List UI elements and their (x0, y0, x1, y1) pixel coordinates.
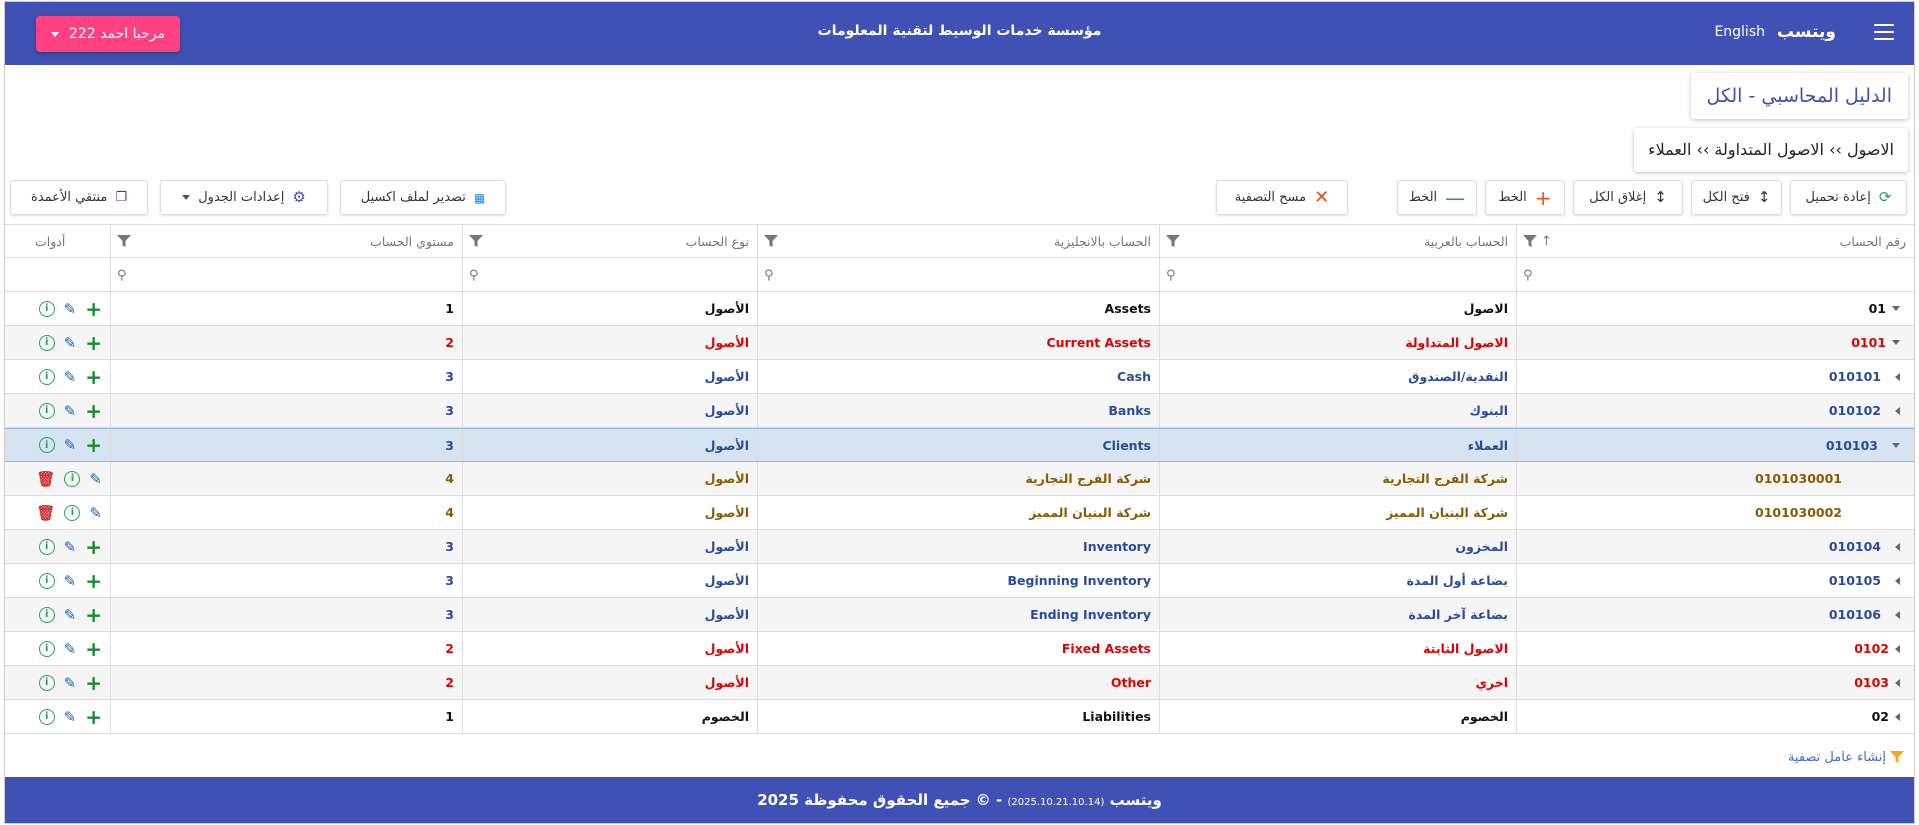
filter-input-name-en[interactable] (757, 258, 1159, 291)
edit-icon[interactable]: ✎ (63, 639, 77, 658)
cell-name-ar: بضاعة أول المدة (1159, 564, 1516, 597)
grid-filter-row (5, 258, 1914, 292)
cell-name-ar: شركة الفرج التجارية (1159, 462, 1516, 495)
edit-icon[interactable]: ✎ (63, 436, 77, 454)
cell-tools (5, 462, 110, 495)
cell-name-ar: اخري (1159, 666, 1516, 699)
filter-input-level[interactable] (110, 258, 462, 291)
cell-account-no (1516, 462, 1914, 495)
edit-icon[interactable]: ✎ (63, 673, 77, 692)
cell-name-en: Current Assets (757, 326, 1159, 359)
row-tools (13, 637, 102, 661)
excel-icon: ▦ (473, 190, 486, 205)
column-label: نوع الحساب (685, 233, 749, 249)
collapse-all-label: إغلاق الكل (1589, 190, 1647, 205)
edit-icon[interactable]: ✎ (63, 707, 77, 726)
cell-tools (5, 326, 110, 359)
reload-button[interactable] (1790, 180, 1907, 215)
edit-icon[interactable]: ✎ (63, 537, 77, 556)
decrease-font-button[interactable] (1397, 180, 1477, 215)
search-icon: ⚲ (764, 268, 774, 283)
account-no: 02 (1871, 709, 1889, 724)
cell-account-no (1516, 700, 1914, 733)
row-tools (13, 603, 102, 627)
cell-level: 3 (110, 564, 462, 597)
cell-tools (5, 666, 110, 699)
cell-level: 3 (110, 530, 462, 563)
columns-icon: ❐ (115, 190, 127, 205)
cell-account-no (1516, 598, 1914, 631)
cell-name-ar: بضاعة آخر المدة (1159, 598, 1516, 631)
cell-account-type: الأصول (462, 530, 757, 563)
table-settings-button[interactable] (160, 180, 328, 215)
cell-name-en: Ending Inventory (757, 598, 1159, 631)
row-tools (13, 671, 102, 695)
row-tools (13, 331, 102, 355)
cell-name-en: Beginning Inventory (757, 564, 1159, 597)
collapse-row-icon[interactable] (1892, 306, 1900, 311)
cell-account-no (1516, 496, 1914, 529)
account-no: 0101030001 (1755, 471, 1842, 486)
column-label: رقم الحساب (1839, 233, 1906, 249)
cell-name-ar: الاصول (1159, 292, 1516, 325)
filter-input-account-type[interactable] (462, 258, 757, 291)
decrease-font-label: الخط (1408, 190, 1438, 205)
footer-brand: ويتسب (1109, 791, 1162, 809)
row-tools (13, 433, 102, 457)
close-icon: ✕ (1314, 186, 1330, 208)
add-child-icon[interactable]: + (85, 670, 102, 695)
filter-input-name-ar[interactable] (1159, 258, 1516, 291)
account-no: 010104 (1828, 539, 1881, 554)
gear-icon: ⚙ (292, 188, 306, 206)
table-row[interactable] (5, 598, 1914, 632)
add-child-icon[interactable]: + (85, 296, 102, 321)
add-child-icon[interactable]: + (85, 636, 102, 661)
table-row[interactable] (5, 632, 1914, 666)
clear-filter-label: مسح التصفية (1234, 190, 1307, 205)
column-header-name-ar[interactable] (1159, 225, 1516, 257)
account-no: 0101 (1851, 335, 1886, 350)
cell-account-type: الأصول (462, 292, 757, 325)
account-no: 0102 (1854, 641, 1889, 656)
language-switch[interactable]: English (1714, 24, 1765, 40)
export-excel-label: تصدير لملف اكسيل (360, 190, 466, 205)
cell-level: 2 (110, 632, 462, 665)
edit-icon[interactable]: ✎ (63, 605, 77, 624)
grid-body (5, 292, 1914, 734)
table-row[interactable] (5, 428, 1914, 462)
expand-row-icon[interactable] (1895, 645, 1900, 653)
export-excel-button[interactable] (340, 180, 506, 215)
cell-account-no (1516, 530, 1914, 563)
filter-icon[interactable] (764, 235, 778, 248)
column-chooser-button[interactable] (10, 180, 148, 215)
create-filter-label: إنشاء عامل تصفية (1787, 750, 1886, 765)
breadcrumb: الاصول ›› الاصول المتداولة ›› العملاء (1634, 128, 1908, 172)
caret-down-icon (51, 32, 59, 37)
add-child-icon[interactable]: + (85, 704, 102, 729)
info-icon[interactable]: i (64, 505, 80, 521)
cell-level: 3 (110, 429, 462, 461)
expand-row-icon[interactable] (1895, 543, 1900, 551)
cell-tools (5, 530, 110, 563)
cell-tools (5, 394, 110, 427)
cell-account-no (1516, 564, 1914, 597)
minus-icon: — (1445, 185, 1466, 210)
expand-all-button[interactable] (1691, 180, 1782, 215)
account-no: 01 (1868, 301, 1886, 316)
filter-icon[interactable] (117, 235, 131, 248)
filter-cell-tools (5, 258, 110, 291)
table-row[interactable] (5, 530, 1914, 564)
cell-account-no (1516, 360, 1914, 393)
create-filter-link[interactable] (1788, 750, 1904, 765)
add-child-icon[interactable]: + (85, 602, 102, 627)
expand-row-icon[interactable] (1895, 577, 1900, 585)
cell-name-ar: العملاء (1159, 429, 1516, 461)
expand-icon: ↕ (1757, 188, 1771, 206)
cell-name-en: شركة الفرج التجارية (757, 462, 1159, 495)
row-tools (13, 535, 102, 559)
top-bar (5, 2, 1914, 65)
cell-account-type: الأصول (462, 564, 757, 597)
sort-icon[interactable]: ↑ (1541, 234, 1552, 249)
filter-input-account-no[interactable] (1516, 258, 1914, 291)
collapse-icon: ↕ (1654, 188, 1667, 206)
cell-tools (5, 632, 110, 665)
table-row[interactable] (5, 394, 1914, 428)
column-header-account-type[interactable] (462, 225, 757, 257)
expand-row-icon[interactable] (1895, 713, 1900, 721)
cell-account-type: الأصول (462, 326, 757, 359)
delete-icon[interactable]: 🗑 (36, 503, 56, 522)
account-no: 010102 (1828, 403, 1881, 418)
column-header-name-en[interactable] (757, 225, 1159, 257)
cell-account-no (1516, 394, 1914, 427)
cell-level: 1 (110, 292, 462, 325)
table-row[interactable] (5, 292, 1914, 326)
table-row[interactable] (5, 666, 1914, 700)
add-child-icon[interactable]: + (85, 398, 102, 423)
cell-account-type: الأصول (462, 598, 757, 631)
cell-level: 2 (110, 666, 462, 699)
column-header-level[interactable] (110, 225, 462, 257)
cell-account-type: الأصول (462, 429, 757, 461)
cell-level: 2 (110, 326, 462, 359)
collapse-all-button[interactable] (1573, 180, 1683, 215)
info-icon[interactable]: i (39, 301, 55, 317)
company-name: مؤسسة خدمات الوسيط لتقنية المعلومات (817, 23, 1102, 39)
info-icon[interactable]: i (39, 641, 55, 657)
cell-level: 4 (110, 462, 462, 495)
cell-account-no (1516, 429, 1914, 461)
cell-account-type: الأصول (462, 360, 757, 393)
account-no: 010105 (1828, 573, 1881, 588)
cell-name-en: Banks (757, 394, 1159, 427)
cell-name-en: Liabilities (757, 700, 1159, 733)
cell-name-ar: الاصول المتداولة (1159, 326, 1516, 359)
cell-account-type: الأصول (462, 394, 757, 427)
info-icon[interactable]: i (64, 471, 80, 487)
column-header-tools (5, 225, 110, 257)
refresh-icon: ⟳ (1878, 188, 1892, 206)
row-tools (13, 569, 102, 593)
info-icon[interactable]: i (39, 607, 55, 623)
add-child-icon[interactable]: + (85, 433, 102, 457)
cell-level: 1 (110, 700, 462, 733)
collapse-row-icon[interactable] (1892, 443, 1900, 448)
cell-tools (5, 700, 110, 733)
cell-level: 4 (110, 496, 462, 529)
row-tools (13, 705, 102, 729)
chevron-down-icon (182, 195, 190, 200)
cell-name-en: Cash (757, 360, 1159, 393)
info-icon[interactable]: i (39, 369, 55, 385)
info-icon[interactable]: i (39, 335, 55, 351)
table-row[interactable] (5, 564, 1914, 598)
cell-level: 3 (110, 598, 462, 631)
cell-tools (5, 598, 110, 631)
page-title: الدليل المحاسبي - الكل (1691, 73, 1908, 119)
cell-name-ar: شركة البنيان المميز (1159, 496, 1516, 529)
user-menu-button[interactable] (36, 16, 180, 52)
info-icon[interactable]: i (39, 539, 55, 555)
search-icon: ⚲ (117, 268, 127, 283)
expand-row-icon[interactable] (1895, 679, 1900, 687)
edit-icon[interactable]: ✎ (89, 503, 102, 522)
expand-row-icon[interactable] (1895, 373, 1900, 381)
table-row[interactable] (5, 326, 1914, 360)
row-tools (13, 399, 102, 423)
row-tools (13, 365, 102, 389)
cell-account-type: الأصول (462, 496, 757, 529)
reload-label: إعادة تحميل (1805, 190, 1871, 205)
cell-account-type: الأصول (462, 632, 757, 665)
column-label: الحساب بالعربية (1423, 233, 1508, 249)
row-tools (13, 297, 102, 321)
add-child-icon[interactable]: + (85, 364, 102, 389)
column-label: أدوات (35, 233, 66, 249)
cell-account-type: الأصول (462, 666, 757, 699)
table-row[interactable] (5, 360, 1914, 394)
cell-tools (5, 360, 110, 393)
table-row[interactable] (5, 700, 1914, 734)
search-icon: ⚲ (469, 268, 479, 283)
edit-icon[interactable]: ✎ (63, 571, 77, 590)
account-no: 010103 (1825, 437, 1878, 453)
cell-name-ar: الخصوم (1159, 700, 1516, 733)
expand-row-icon[interactable] (1895, 407, 1900, 415)
table-settings-label: إعدادات الجدول (198, 190, 285, 205)
cell-name-en: Fixed Assets (757, 632, 1159, 665)
clear-filter-button[interactable] (1216, 180, 1348, 215)
filter-icon[interactable] (1523, 235, 1537, 248)
column-chooser-label: منتقي الأعمدة (31, 190, 108, 205)
footer-version: (2025.10.21.10.14) (1007, 797, 1105, 808)
footer (5, 777, 1914, 823)
table-row[interactable] (5, 496, 1914, 530)
cell-name-ar: المخزون (1159, 530, 1516, 563)
info-icon[interactable]: i (39, 573, 55, 589)
info-icon[interactable]: i (39, 675, 55, 691)
account-no: 010101 (1828, 369, 1881, 384)
cell-name-en: Other (757, 666, 1159, 699)
cell-level: 3 (110, 360, 462, 393)
info-icon[interactable]: i (39, 437, 55, 453)
cell-name-en: Assets (757, 292, 1159, 325)
cell-name-ar: النقدية/الصندوق (1159, 360, 1516, 393)
column-header-account-no[interactable] (1516, 225, 1914, 257)
cell-tools (5, 292, 110, 325)
cell-name-en: شركة البنيان المميز (757, 496, 1159, 529)
increase-font-button[interactable] (1485, 180, 1565, 215)
cell-account-no (1516, 326, 1914, 359)
brand-name: ويتسب (1776, 22, 1836, 42)
account-no: 010106 (1828, 607, 1881, 622)
filter-icon (1890, 751, 1904, 764)
cell-tools (5, 564, 110, 597)
filter-icon[interactable] (1166, 235, 1180, 248)
account-no: 0103 (1854, 675, 1889, 690)
add-child-icon[interactable]: + (85, 534, 102, 559)
edit-icon[interactable]: ✎ (89, 469, 102, 488)
info-icon[interactable]: i (39, 403, 55, 419)
row-tools (13, 470, 102, 488)
delete-icon[interactable]: 🗑 (36, 469, 56, 488)
edit-icon[interactable]: ✎ (63, 367, 77, 386)
add-child-icon[interactable]: + (85, 568, 102, 593)
edit-icon[interactable]: ✎ (63, 401, 77, 420)
cell-account-no (1516, 632, 1914, 665)
search-icon: ⚲ (1166, 268, 1176, 283)
increase-font-label: الخط (1498, 190, 1527, 205)
grid-header-row (5, 224, 1914, 258)
accounts-tree-grid (5, 224, 1914, 734)
cell-name-en: Inventory (757, 530, 1159, 563)
edit-icon[interactable]: ✎ (63, 333, 77, 352)
edit-icon[interactable]: ✎ (63, 299, 77, 318)
table-row[interactable] (5, 462, 1914, 496)
info-icon[interactable]: i (39, 709, 55, 725)
cell-name-ar: البنوك (1159, 394, 1516, 427)
row-tools (13, 504, 102, 522)
cell-name-en: Clients (757, 429, 1159, 461)
app-frame (4, 1, 1915, 824)
column-label: الحساب بالانجليزية (1053, 233, 1151, 249)
cell-account-no (1516, 666, 1914, 699)
expand-all-label: فتح الكل (1702, 190, 1750, 205)
search-icon: ⚲ (1523, 268, 1533, 283)
add-child-icon[interactable]: + (85, 330, 102, 355)
account-no: 0101030002 (1755, 505, 1842, 520)
cell-account-no (1516, 292, 1914, 325)
cell-tools (5, 429, 110, 461)
cell-account-type: الخصوم (462, 700, 757, 733)
cell-tools (5, 496, 110, 529)
cell-name-ar: الاصول الثابتة (1159, 632, 1516, 665)
cell-level: 3 (110, 394, 462, 427)
user-name: مرحبا احمد 222 (69, 26, 165, 42)
collapse-row-icon[interactable] (1892, 340, 1900, 345)
filter-icon[interactable] (469, 235, 483, 248)
footer-rights: - © جميع الحقوق محفوظة 2025 (757, 791, 1003, 809)
expand-row-icon[interactable] (1895, 611, 1900, 619)
column-label: مستوي الحساب (370, 233, 454, 249)
plus-icon: + (1534, 185, 1552, 210)
cell-account-type: الأصول (462, 462, 757, 495)
